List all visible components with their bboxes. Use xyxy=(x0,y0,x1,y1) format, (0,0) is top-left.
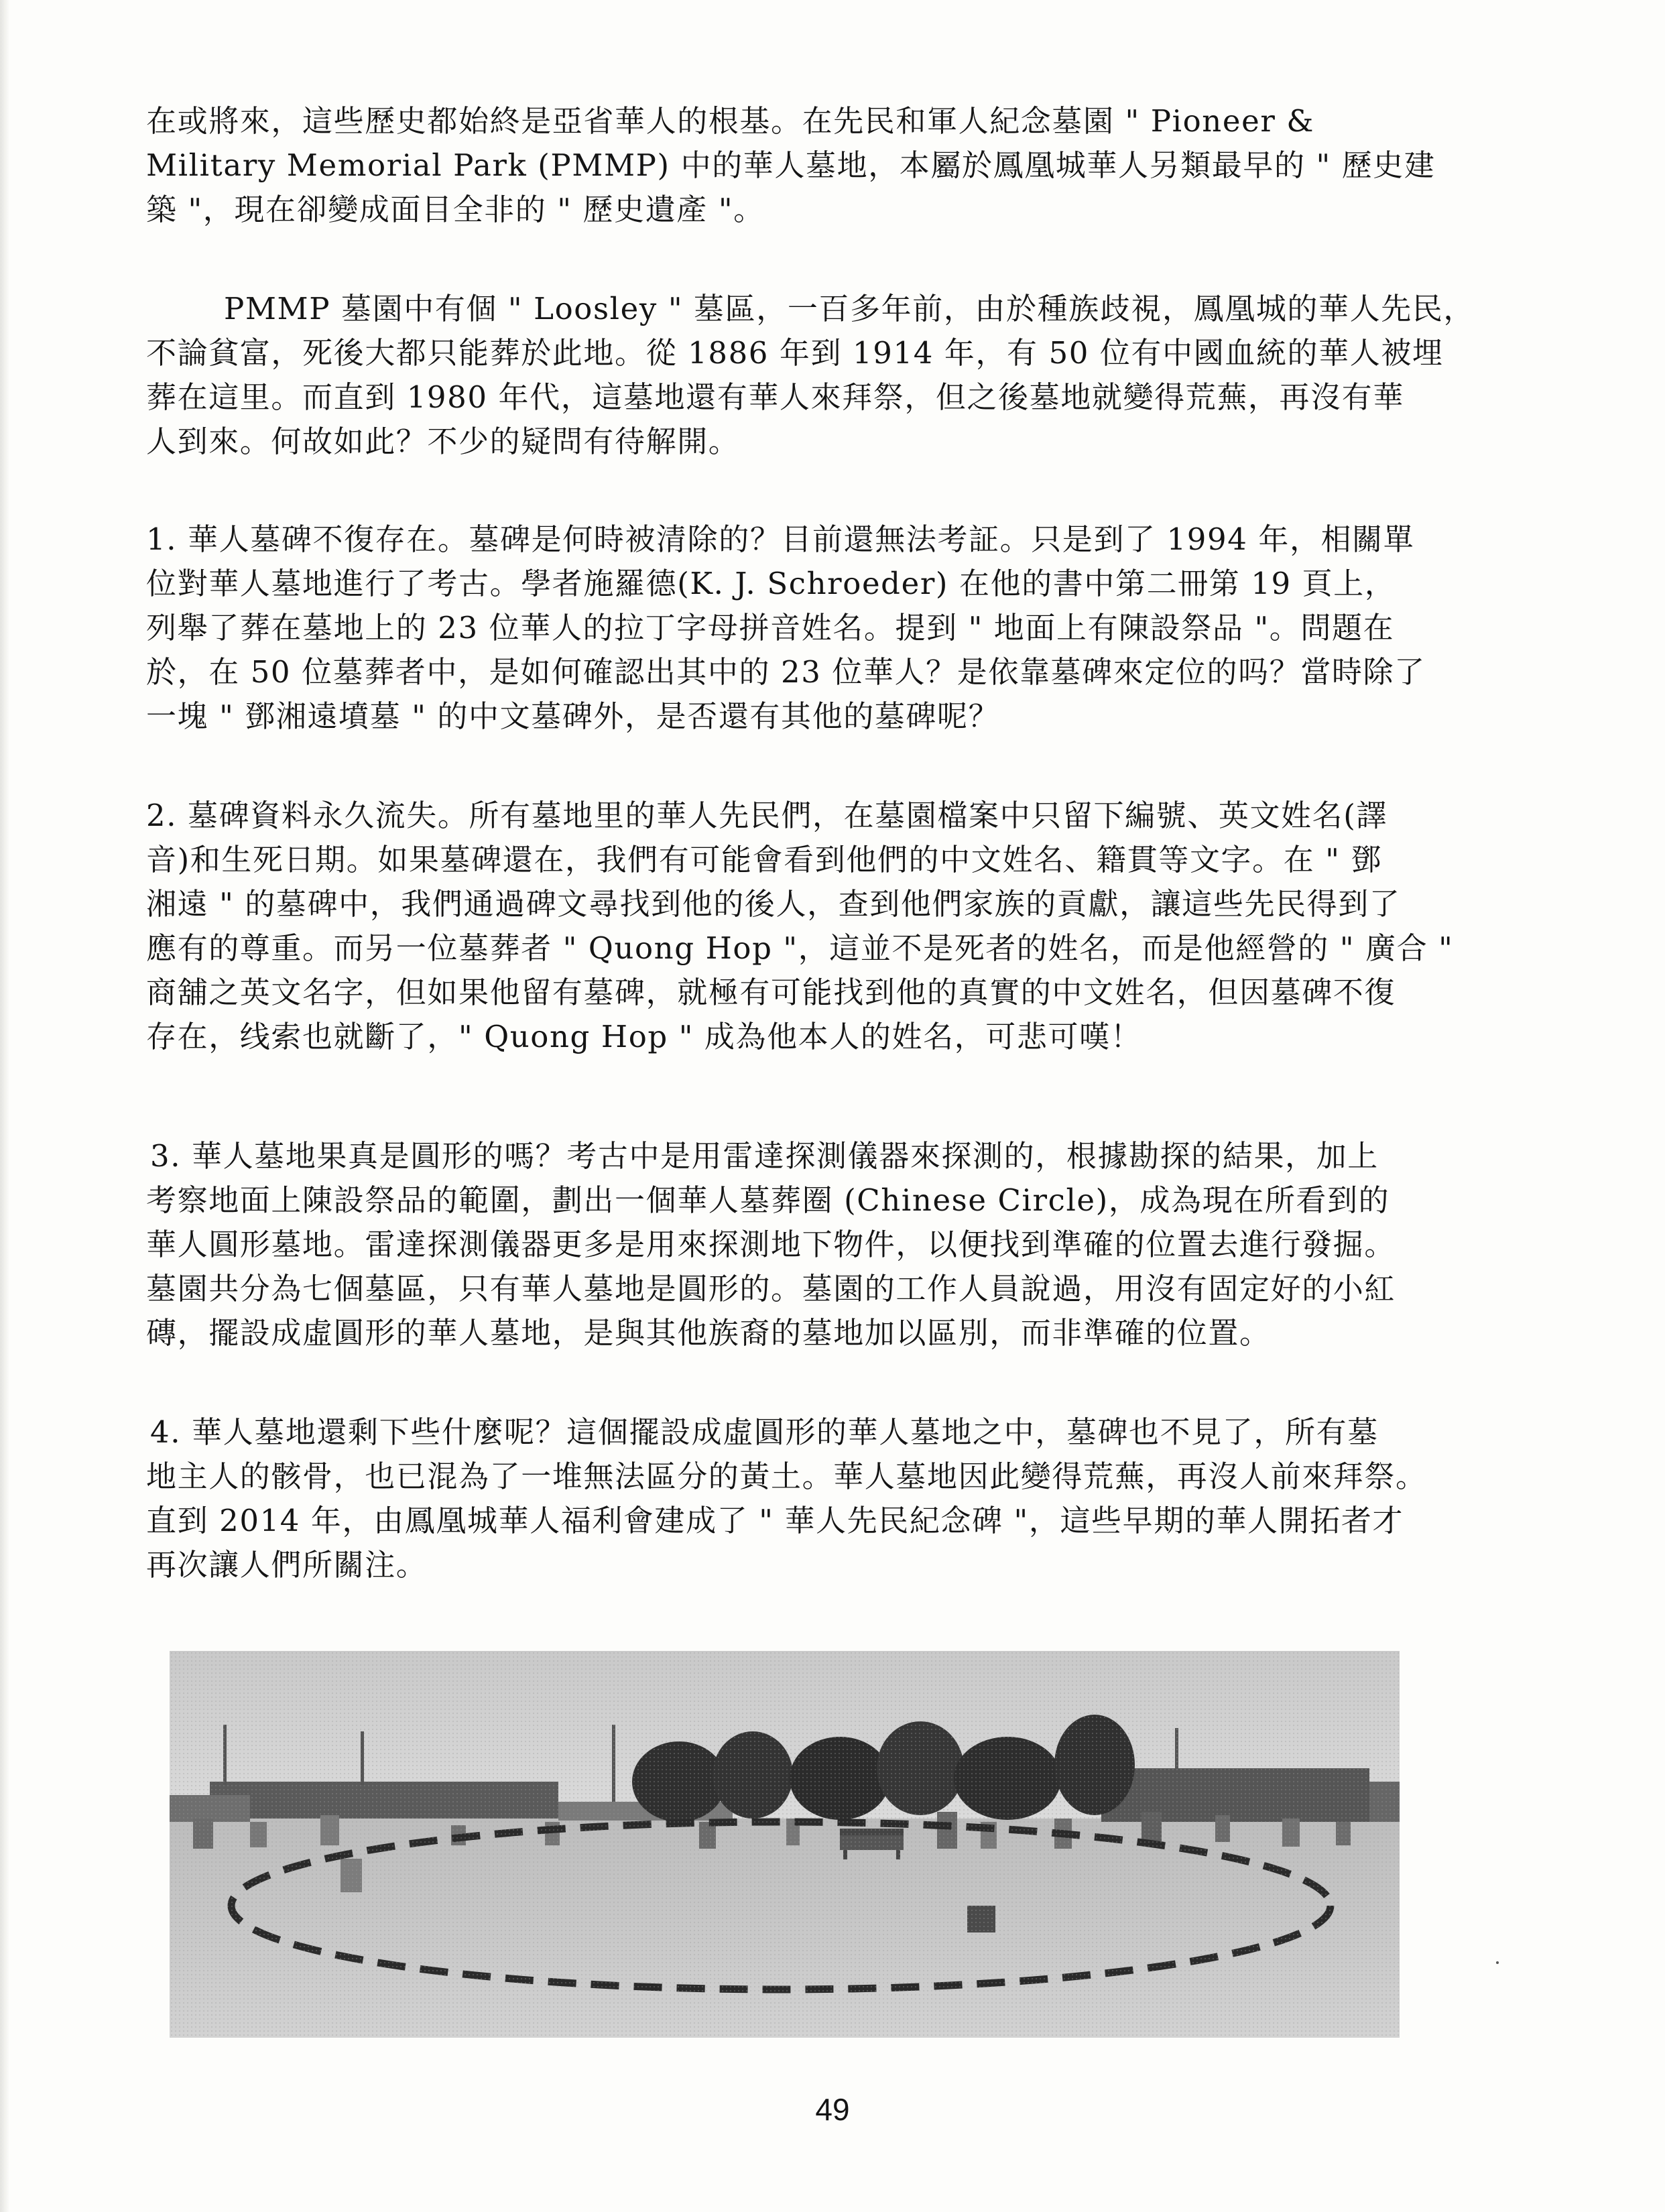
paragraph-loosley xyxy=(146,287,1487,464)
paragraph-point-1 xyxy=(146,517,1487,739)
paragraph-point-4 xyxy=(146,1410,1487,1587)
text-line: 墓園共分為七個墓區，只有華人墓地是圓形的。墓園的工作人員說過，用沒有固定好的小紅 xyxy=(146,1271,1396,1306)
page-number: 49 xyxy=(815,2092,850,2127)
text-line: 直到 2014 年，由鳳凰城華人福利會建成了 " 華人先民紀念碑 "，這些早期的華人開拓者才 xyxy=(146,1503,1404,1538)
text-line: 1. 華人墓碑不復存在。墓碑是何時被清除的？目前還無法考証。只是到了 1994 年，相關單 xyxy=(146,521,1415,557)
text-line: 築 "，現在卻變成面目全非的 " 歷史遺產 "。 xyxy=(146,192,765,227)
text-line: 不論貧富，死後大都只能葬於此地。從 1886 年到 1914 年，有 50 位有中國血統的華人被埋 xyxy=(146,335,1444,371)
text-line: 再次讓人們所關注。 xyxy=(146,1547,428,1583)
text-line: 存在，线索也就斷了，" Quong Hop " 成為他本人的姓名，可悲可嘆！ xyxy=(146,1019,1142,1054)
paragraph-point-2 xyxy=(146,794,1487,1059)
text-line: 應有的尊重。而另一位墓葬者 " Quong Hop "，這並不是死者的姓名，而是他經營的 " 廣合 " xyxy=(146,930,1454,966)
text-line: 3. 華人墓地果真是圓形的嗎？考古中是用雷達探測儀器來探測的，根據勘探的結果，加上 xyxy=(150,1138,1379,1174)
scan-edge xyxy=(0,0,9,2212)
paragraph-point-3 xyxy=(146,1134,1487,1355)
text-line: 湘遠 " 的墓碑中，我們通過碑文尋找到他的後人，查到他們家族的貢獻，讓這些先民得到了 xyxy=(146,886,1401,922)
paragraph-intro xyxy=(146,99,1487,232)
text-line: 商舖之英文名字，但如果他留有墓碑，就極有可能找到他的真實的中文姓名，但因墓碑不復 xyxy=(146,975,1396,1010)
text-line: 一塊 " 鄧湘遠墳墓 " 的中文墓碑外，是否還有其他的墓碑呢？ xyxy=(146,698,1000,734)
text-line: 磚，擺設成虛圓形的華人墓地，是與其他族裔的墓地加以區別，而非準確的位置。 xyxy=(146,1315,1271,1351)
text-line: 列舉了葬在墓地上的 23 位華人的拉丁字母拼音姓名。提到 " 地面上有陳設祭品 "。問題在 xyxy=(146,610,1395,646)
text-line: 人到來。何故如此？不少的疑問有待解開。 xyxy=(146,424,740,459)
text-line: 2. 墓碑資料永久流失。所有墓地里的華人先民們，在墓園檔案中只留下編號、英文姓名(譯 xyxy=(146,798,1388,833)
text-line: 4. 華人墓地還剩下些什麼呢？這個擺設成虛圓形的華人墓地之中，墓碑也不見了，所有墓 xyxy=(150,1414,1379,1450)
text-line: 考察地面上陳設祭品的範圍，劃出一個華人墓葬圈 (Chinese Circle)，成為現在所看到的 xyxy=(146,1182,1390,1218)
text-line: Military Memorial Park (PMMP) 中的華人墓地，本屬於鳳凰城華人另類最早的 " 歷史建 xyxy=(146,147,1436,183)
cemetery-photo-drawing xyxy=(170,1651,1400,2038)
text-line: 於，在 50 位墓葬者中，是如何確認出其中的 23 位華人？是依靠墓碑來定位的吗？當時除了 xyxy=(146,654,1426,690)
text-line: 華人圓形墓地。雷達探測儀器更多是用來探測地下物件，以便找到準確的位置去進行發掘。 xyxy=(146,1227,1396,1262)
text-line: 在或將來，這些歷史都始終是亞省華人的根基。在先民和軍人紀念墓園 " Pioneer & xyxy=(146,103,1314,139)
text-line: 葬在這里。而直到 1980 年代，這墓地還有華人來拜祭，但之後墓地就變得荒蕪，再沒有華 xyxy=(146,379,1404,415)
text-line: 音)和生死日期。如果墓碑還在，我們有可能會看到他們的中文姓名、籍貫等文字。在 " 鄧 xyxy=(146,842,1383,877)
text-line: 位對華人墓地進行了考古。學者施羅德(K. J. Schroeder) 在他的書中第二冊第 19 頁上， xyxy=(146,566,1396,601)
text-line: PMMP 墓園中有個 " Loosley " 墓區，一百多年前，由於種族歧視，鳳凰城的華人先民， xyxy=(224,291,1475,326)
scan-speck xyxy=(1496,1961,1499,1964)
text-line: 地主人的骸骨，也已混為了一堆無法區分的黃土。華人墓地因此變得荒蕪，再沒人前來拜祭。 xyxy=(146,1459,1427,1494)
cemetery-photo xyxy=(170,1651,1400,2038)
